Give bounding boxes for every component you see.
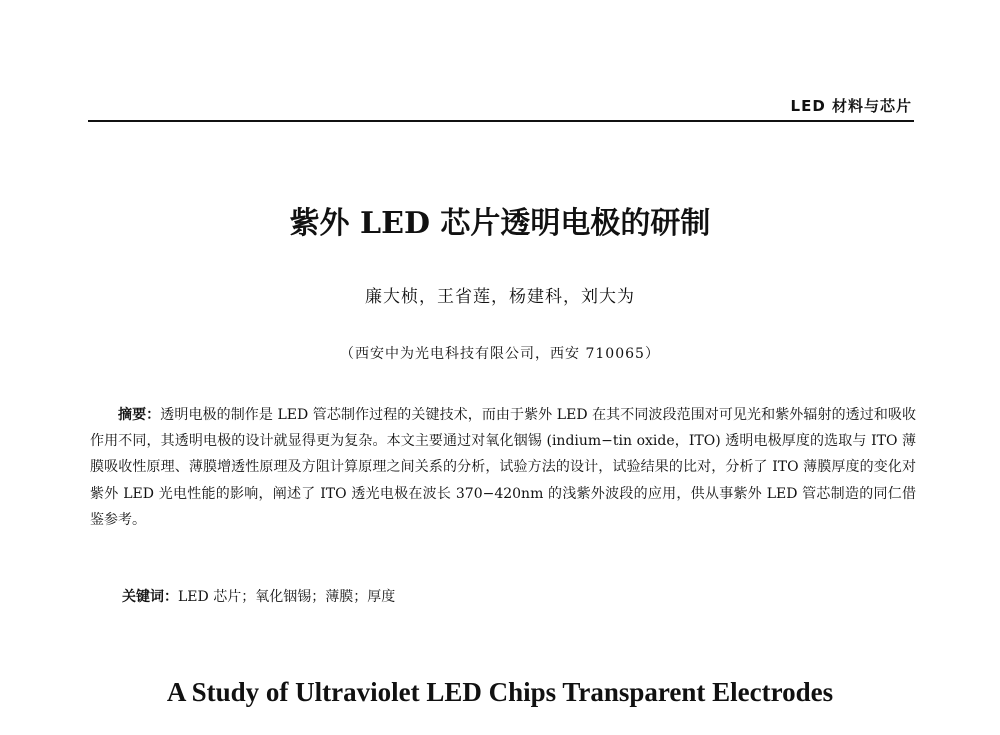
author-list: 廉大桢，王省莲，杨建科，刘大为 (365, 287, 635, 307)
header-divider (88, 120, 914, 122)
abstract-text: 透明电极的制作是 LED 管芯制作过程的关键技术，而由于紫外 LED 在其不同波段范围对可见光和紫外辐射的透过和吸收作用不同，其透明电极的设计就显得更为复杂。本文主要通过对氧化铟锡 (indium−tin oxide，ITO) 透明电极厚度的选取与 ITO 薄膜吸收性原理、薄膜增透性原理及方阻计算原理之间关系的分析，试验方法的设计，试验结果的比对，分析了 ITO 薄膜厚度的变化对紫外 LED 光电性能的影响，阐述了 ITO 透光电极在波长 370−420nm 的浅紫外波段的应用，供从事紫外 LED 管芯制造的同仁借鉴参考。 (90, 407, 917, 528)
abstract-label: 摘要： (118, 407, 161, 423)
keywords-line (122, 586, 395, 606)
section-header-label: LED 材料与芯片 (790, 97, 912, 115)
english-title: A Study of Ultraviolet LED Chips Transparent Electrodes (166, 677, 834, 707)
keywords-label: 关键词： (122, 589, 178, 605)
keywords-text: LED 芯片；氧化铟锡；薄膜；厚度 (178, 589, 396, 605)
paper-title: 紫外 LED 芯片透明电极的研制 (289, 206, 711, 241)
abstract-paragraph (90, 402, 916, 533)
author-affiliation: （西安中为光电科技有限公司，西安 710065） (340, 346, 660, 362)
